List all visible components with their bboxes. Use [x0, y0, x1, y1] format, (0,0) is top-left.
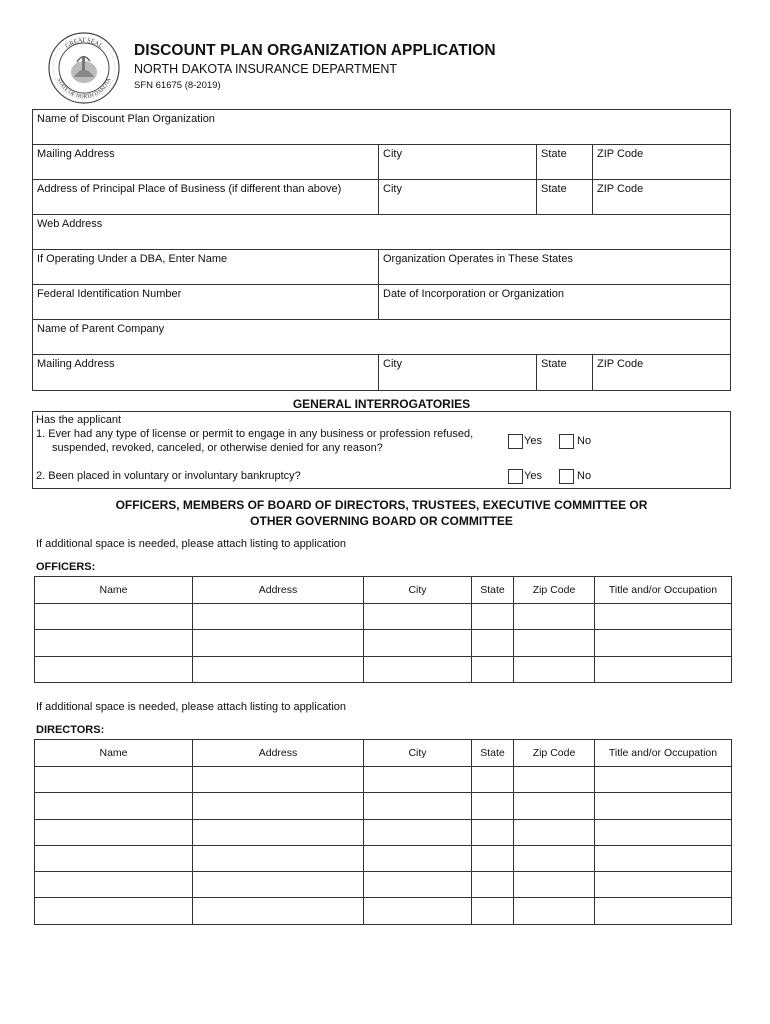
mailing-zip-field[interactable] — [593, 145, 730, 179]
table-cell[interactable] — [472, 872, 514, 898]
q1-yes-label: Yes — [524, 435, 542, 447]
web-address-field[interactable] — [33, 215, 730, 249]
directors-header-row — [35, 740, 732, 767]
q2-no-checkbox[interactable] — [559, 469, 574, 484]
zip-label: ZIP Code — [597, 358, 644, 370]
table-row — [35, 845, 732, 871]
officers-attach-note: If additional space is needed, please attach listing to application — [36, 538, 347, 550]
question-2: 2. Been placed in voluntary or involuntary bankruptcy? — [36, 470, 301, 482]
table-cell[interactable] — [472, 767, 514, 793]
mailing-state-field[interactable] — [537, 145, 593, 179]
form-number: SFN 61675 (8-2019) — [134, 80, 221, 91]
incorporation-date-label: Date of Incorporation or Organization — [383, 288, 564, 300]
officers-header-row — [35, 577, 732, 604]
zip-label: ZIP Code — [597, 148, 644, 160]
table-cell[interactable] — [472, 845, 514, 871]
q1-yes-checkbox[interactable] — [508, 434, 523, 449]
table-row — [35, 630, 732, 656]
table-cell[interactable] — [472, 630, 514, 656]
mailing-address-field[interactable] — [33, 145, 379, 179]
col-city-header: City — [364, 740, 472, 767]
table-cell[interactable] — [514, 604, 595, 630]
directors-attach-note: If additional space is needed, please attach listing to application — [36, 701, 347, 713]
table-cell[interactable] — [472, 604, 514, 630]
table-cell[interactable] — [364, 604, 472, 630]
table-cell[interactable] — [193, 767, 364, 793]
svg-text:GREAT SEAL — [64, 37, 104, 50]
row-dba — [33, 250, 730, 285]
col-title-header: Title and/or Occupation — [595, 740, 732, 767]
states-operates-field[interactable] — [379, 250, 730, 284]
table-cell[interactable] — [193, 793, 364, 819]
mailing-address-label: Mailing Address — [37, 358, 115, 370]
table-cell[interactable] — [514, 845, 595, 871]
table-cell[interactable] — [595, 656, 732, 682]
table-cell[interactable] — [595, 793, 732, 819]
table-cell[interactable] — [193, 604, 364, 630]
table-cell[interactable] — [364, 872, 472, 898]
row-web-address — [33, 215, 730, 250]
table-cell[interactable] — [472, 898, 514, 924]
officers-label: OFFICERS: — [36, 561, 96, 573]
col-state-header: State — [472, 740, 514, 767]
col-name-header: Name — [35, 577, 193, 604]
fein-label: Federal Identification Number — [37, 288, 182, 300]
officers-table — [34, 576, 732, 683]
table-cell[interactable] — [35, 819, 193, 845]
row-parent-mailing — [33, 355, 730, 390]
org-name-label: Name of Discount Plan Organization — [37, 113, 215, 125]
question-1-line-2: suspended, revoked, canceled, or otherwise denied for any reason? — [52, 442, 383, 454]
table-cell[interactable] — [193, 656, 364, 682]
table-cell[interactable] — [35, 845, 193, 871]
fein-field[interactable] — [33, 285, 379, 319]
city-label: City — [383, 183, 402, 195]
seal-top-text: GREAT SEAL — [64, 36, 104, 50]
q1-no-checkbox[interactable] — [559, 434, 574, 449]
col-name-header: Name — [35, 740, 193, 767]
table-row — [35, 604, 732, 630]
table-cell[interactable] — [595, 604, 732, 630]
great-seal-north-dakota-logo — [48, 32, 120, 104]
row-mailing-address — [33, 145, 730, 180]
table-cell[interactable] — [364, 656, 472, 682]
row-org-name — [33, 110, 730, 145]
form-title: DISCOUNT PLAN ORGANIZATION APPLICATION — [134, 42, 496, 59]
principal-city-field[interactable] — [379, 180, 537, 214]
state-label: State — [541, 148, 567, 160]
col-title-header: Title and/or Occupation — [595, 577, 732, 604]
principal-address-field[interactable] — [33, 180, 379, 214]
col-address-header: Address — [193, 740, 364, 767]
table-cell[interactable] — [193, 819, 364, 845]
table-cell[interactable] — [595, 872, 732, 898]
incorporation-date-field[interactable] — [379, 285, 730, 319]
table-row — [35, 767, 732, 793]
parent-mailing-address-field[interactable] — [33, 355, 379, 390]
principal-zip-field[interactable] — [593, 180, 730, 214]
table-cell[interactable] — [595, 845, 732, 871]
dba-label: If Operating Under a DBA, Enter Name — [37, 253, 228, 265]
table-cell[interactable] — [595, 630, 732, 656]
city-label: City — [383, 358, 402, 370]
mailing-address-label: Mailing Address — [37, 148, 115, 160]
row-principal-address — [33, 180, 730, 215]
parent-zip-field[interactable] — [593, 355, 730, 390]
table-cell[interactable] — [595, 898, 732, 924]
interrogatories-box — [32, 411, 731, 489]
table-cell[interactable] — [35, 793, 193, 819]
table-row — [35, 819, 732, 845]
table-cell[interactable] — [364, 845, 472, 871]
seal-bottom-text: STATE OF NORTH DAKOTA — [55, 77, 113, 101]
table-cell[interactable] — [514, 819, 595, 845]
table-cell[interactable] — [472, 793, 514, 819]
directors-label: DIRECTORS: — [36, 724, 105, 736]
table-cell[interactable] — [514, 898, 595, 924]
city-label: City — [383, 148, 402, 160]
table-row — [35, 872, 732, 898]
table-cell[interactable] — [35, 656, 193, 682]
table-cell[interactable] — [35, 898, 193, 924]
officers-section-heading-line-1: OFFICERS, MEMBERS OF BOARD OF DIRECTORS, TRUSTEES, EXECUTIVE COMMITTEE OR — [115, 498, 648, 512]
table-cell[interactable] — [595, 767, 732, 793]
table-cell[interactable] — [514, 630, 595, 656]
principal-state-field[interactable] — [537, 180, 593, 214]
department-name: NORTH DAKOTA INSURANCE DEPARTMENT — [134, 62, 397, 76]
table-cell[interactable] — [35, 872, 193, 898]
table-cell[interactable] — [472, 656, 514, 682]
col-zip-header: Zip Code — [514, 577, 595, 604]
state-label: State — [541, 358, 567, 370]
parent-company-label: Name of Parent Company — [37, 323, 165, 335]
table-cell[interactable] — [514, 767, 595, 793]
table-row — [35, 793, 732, 819]
q1-no-label: No — [577, 435, 592, 447]
table-cell[interactable] — [514, 793, 595, 819]
table-cell[interactable] — [595, 819, 732, 845]
table-cell[interactable] — [35, 630, 193, 656]
col-address-header: Address — [193, 577, 364, 604]
table-cell[interactable] — [193, 845, 364, 871]
parent-city-field[interactable] — [379, 355, 537, 390]
principal-address-label: Address of Principal Place of Business (if different than above) — [37, 183, 342, 195]
q2-no-label: No — [577, 470, 592, 482]
table-cell[interactable] — [514, 872, 595, 898]
question-1-line-1: 1. Ever had any type of license or permit to engage in any business or profession refused, — [36, 428, 474, 440]
directors-table — [34, 739, 732, 925]
row-fein — [33, 285, 730, 320]
table-cell[interactable] — [364, 898, 472, 924]
col-zip-header: Zip Code — [514, 740, 595, 767]
interrogatories-intro: Has the applicant — [36, 414, 121, 426]
table-cell[interactable] — [35, 604, 193, 630]
col-state-header: State — [472, 577, 514, 604]
row-parent-company — [33, 320, 730, 355]
interrogatories-heading: GENERAL INTERROGATORIES — [292, 397, 471, 411]
zip-label: ZIP Code — [597, 183, 644, 195]
web-address-label: Web Address — [37, 218, 103, 230]
table-cell[interactable] — [193, 630, 364, 656]
q2-yes-label: Yes — [524, 470, 542, 482]
table-cell[interactable] — [514, 656, 595, 682]
table-cell[interactable] — [364, 767, 472, 793]
table-cell[interactable] — [193, 872, 364, 898]
state-label: State — [541, 183, 567, 195]
parent-state-field[interactable] — [537, 355, 593, 390]
organization-info-form — [32, 109, 731, 391]
table-cell[interactable] — [364, 819, 472, 845]
officers-section-heading-line-2: OTHER GOVERNING BOARD OR COMMITTEE — [250, 514, 513, 528]
org-name-field[interactable] — [33, 110, 730, 144]
col-city-header: City — [364, 577, 472, 604]
states-operates-label: Organization Operates in These States — [383, 253, 573, 265]
table-cell[interactable] — [35, 767, 193, 793]
table-row — [35, 656, 732, 682]
table-cell[interactable] — [364, 793, 472, 819]
q2-yes-checkbox[interactable] — [508, 469, 523, 484]
table-cell[interactable] — [364, 630, 472, 656]
table-cell[interactable] — [193, 898, 364, 924]
dba-field[interactable] — [33, 250, 379, 284]
mailing-city-field[interactable] — [379, 145, 537, 179]
table-cell[interactable] — [472, 819, 514, 845]
parent-company-field[interactable] — [33, 320, 730, 354]
table-row — [35, 898, 732, 924]
